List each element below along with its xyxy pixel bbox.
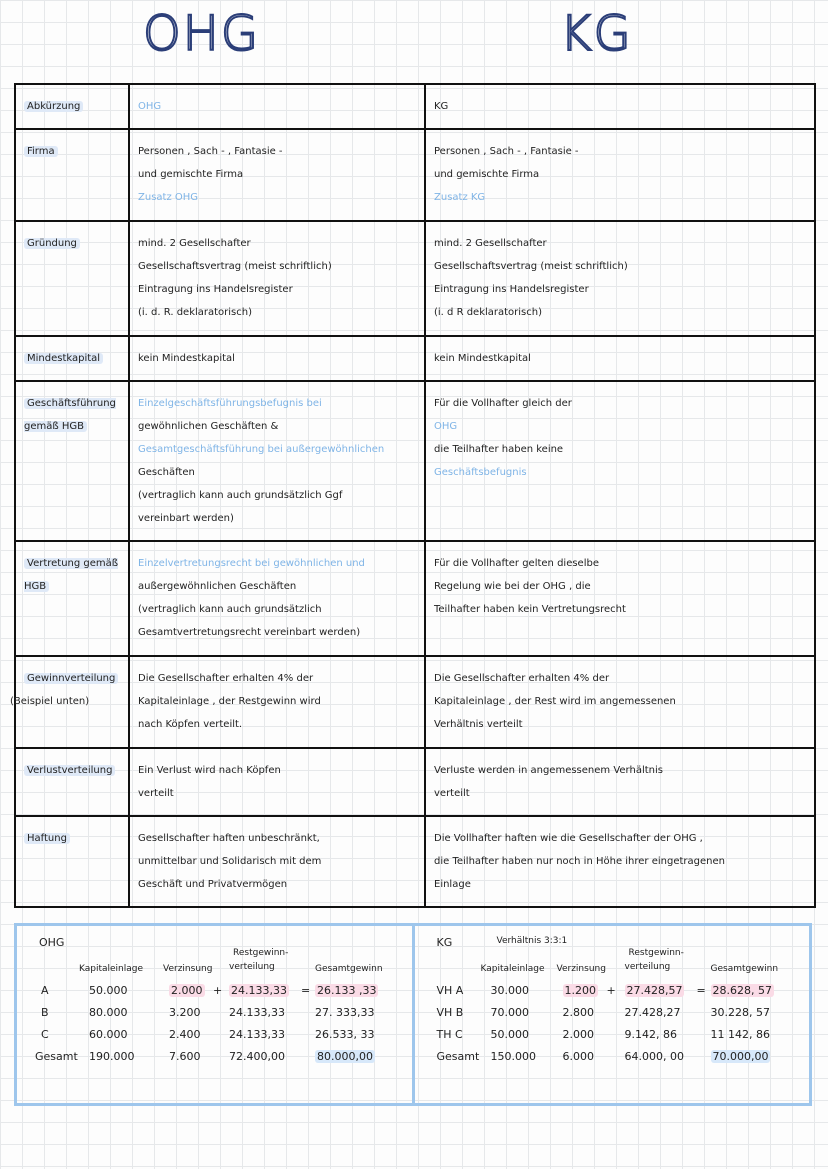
example-title: KG — [436, 936, 453, 949]
row-kapital: 150.000 — [490, 1050, 536, 1063]
cell-line: (vertraglich kann auch grundsätzlich Ggf — [138, 490, 343, 501]
cell-ohg — [129, 381, 425, 541]
header-gesamtgewinn: Gesamtgewinn — [710, 964, 779, 974]
cell-line: Einzelvertretungsrecht bei gewöhnlichen und — [138, 558, 365, 569]
row-name: Gesamt — [436, 1050, 480, 1063]
row-zins: 2.000 — [171, 984, 203, 997]
cell-line: Personen , Sach - , Fantasie - — [138, 146, 283, 157]
row-name: B — [41, 1006, 49, 1019]
header-verzinsung: Verzinsung — [556, 964, 606, 974]
title-ohg: OHG — [143, 6, 261, 62]
cell-line: Gesellschaftsvertrag (meist schriftlich) — [138, 261, 332, 272]
row-name: A — [41, 984, 49, 997]
cell-line: und gemischte Firma — [138, 169, 244, 180]
cell-line: Die Gesellschafter erhalten 4% der — [138, 673, 314, 684]
row-rest: 24.133,33 — [229, 1028, 285, 1041]
row-rest: 64.000, 00 — [624, 1050, 684, 1063]
cell-line: Zusatz KG — [434, 192, 486, 203]
row-label-text: Mindestkapital — [24, 353, 103, 364]
header-verteilung: verteilung — [624, 962, 671, 972]
cell-line: Regelung wie bei der OHG , die — [434, 581, 591, 592]
cell-line: Eintragung ins Handelsregister — [138, 284, 293, 295]
cell-line: Die Vollhafter haften wie die Gesellschafter der OHG , — [434, 833, 703, 844]
row-rest: 72.400,00 — [229, 1050, 285, 1063]
cell-kg — [425, 381, 815, 541]
cell-line: verteilt — [138, 788, 174, 799]
row-label — [15, 748, 129, 816]
row-label — [15, 336, 129, 381]
cell-line: Verhältnis verteilt — [434, 719, 523, 730]
cell-line: Geschäft und Privatvermögen — [138, 879, 288, 890]
row-label-text: Gründung — [24, 238, 80, 249]
row-rest: 24.133,33 — [229, 1006, 285, 1019]
header-gesamtgewinn: Gesamtgewinn — [315, 964, 383, 974]
example-ohg — [17, 926, 415, 1103]
cell-line: mind. 2 Gesellschafter — [434, 238, 547, 249]
cell-line: Einlage — [434, 879, 471, 890]
row-gesamt: 28.628, 57 — [712, 984, 772, 997]
header-restgewinn: Restgewinn- — [233, 948, 289, 958]
row-sublabel: (Beispiel unten) — [10, 696, 90, 707]
example-kg — [415, 926, 810, 1103]
row-label — [10, 656, 129, 748]
row-kapital: 70.000 — [490, 1006, 529, 1019]
row-rest: 24.133,33 — [231, 984, 287, 997]
cell-line: die Teilhafter haben nur noch in Höhe ihrer eingetragenen — [434, 856, 725, 867]
table-row — [15, 336, 815, 381]
row-zins: 2.000 — [562, 1028, 594, 1041]
row-label — [15, 84, 129, 129]
table-row — [15, 656, 815, 748]
cell-ohg — [129, 84, 425, 129]
cell-line: Die Gesellschafter erhalten 4% der — [434, 673, 610, 684]
cell-ohg — [129, 541, 425, 656]
table-row — [15, 221, 815, 336]
header-kapitaleinlage: Kapitaleinlage — [79, 964, 144, 974]
cell-line: Kapitaleinlage , der Restgewinn wird — [138, 696, 321, 707]
cell-line: Geschäften — [138, 467, 195, 478]
cell-line: unmittelbar und Solidarisch mit dem — [138, 856, 322, 867]
cell-line: verteilt — [434, 788, 470, 799]
row-plus: + — [213, 984, 223, 997]
cell-kg — [425, 541, 815, 656]
table-row — [15, 541, 815, 656]
cell-line: mind. 2 Gesellschafter — [138, 238, 251, 249]
row-label — [15, 816, 129, 907]
row-kapital: 50.000 — [89, 984, 128, 997]
row-label-text: Abkürzung — [24, 101, 83, 112]
row-label — [15, 221, 129, 336]
row-rest: 9.142, 86 — [624, 1028, 677, 1041]
table-row — [15, 84, 815, 129]
row-zins: 7.600 — [169, 1050, 201, 1063]
profit-example-box — [14, 923, 812, 1106]
cell-kg — [425, 84, 815, 129]
row-kapital: 190.000 — [89, 1050, 135, 1063]
cell-kg — [425, 816, 815, 907]
example-title: OHG — [39, 936, 65, 949]
cell-line: (i. d R deklaratorisch) — [434, 307, 543, 318]
cell-kg — [425, 129, 815, 221]
cell-line: (i. d. R. deklaratorisch) — [138, 307, 253, 318]
example-ratio: Verhältnis 3:3:1 — [496, 936, 568, 946]
title-kg: KG — [560, 6, 633, 62]
row-gesamt: 70.000,00 — [712, 1050, 769, 1063]
row-rest: 27.428,27 — [624, 1006, 681, 1019]
row-name: C — [41, 1028, 49, 1041]
row-label — [15, 129, 129, 221]
row-kapital: 60.000 — [89, 1028, 128, 1041]
table-row — [15, 816, 815, 907]
cell-line: Verluste werden in angemessenem Verhältnis — [434, 765, 663, 776]
header-verzinsung: Verzinsung — [163, 964, 213, 974]
cell-line: und gemischte Firma — [434, 169, 540, 180]
cell-line: Für die Vollhafter gleich der — [434, 398, 572, 409]
row-zins: 6.000 — [562, 1050, 594, 1063]
cell-line: Für die Vollhafter gelten dieselbe — [434, 558, 599, 569]
row-kapital: 50.000 — [490, 1028, 529, 1041]
cell-line: vereinbart werden) — [138, 513, 234, 524]
row-label-text: Geschäftsführung gemäß HGB — [24, 398, 116, 432]
row-label-text: Haftung — [24, 833, 70, 844]
comparison-table — [10, 83, 816, 908]
row-label-text: Firma — [24, 146, 58, 157]
header-restgewinn: Restgewinn- — [628, 948, 684, 958]
cell-line: nach Köpfen verteilt. — [138, 719, 243, 730]
cell-line: Gesamtgeschäftsführung bei außergewöhnlichen — [138, 444, 385, 455]
cell-line: Personen , Sach - , Fantasie - — [434, 146, 579, 157]
cell-line: KG — [434, 101, 449, 112]
header-verteilung: verteilung — [229, 962, 275, 972]
cell-line: die Teilhafter haben keine — [434, 444, 564, 455]
row-eq: = — [301, 984, 311, 997]
cell-line: Kapitaleinlage , der Rest wird im angemessenen — [434, 696, 676, 707]
cell-ohg — [129, 336, 425, 381]
row-zins: 2.800 — [562, 1006, 594, 1019]
cell-line: Zusatz OHG — [138, 192, 199, 203]
cell-line: Gesellschafter haften unbeschränkt, — [138, 833, 320, 844]
row-name: TH C — [436, 1028, 463, 1041]
row-zins: 2.400 — [169, 1028, 201, 1041]
cell-line: Einzelgeschäftsführungsbefugnis bei — [138, 398, 322, 409]
row-name: VH B — [436, 1006, 464, 1019]
cell-ohg — [129, 816, 425, 907]
cell-line: Gesamtvertretungsrecht vereinbart werden) — [138, 627, 361, 638]
row-gesamt: 26.533, 33 — [315, 1028, 375, 1041]
table-row — [15, 748, 815, 816]
row-label — [15, 541, 129, 656]
cell-line: außergewöhnlichen Geschäften — [138, 581, 297, 592]
row-zins: 3.200 — [169, 1006, 201, 1019]
cell-ohg — [129, 748, 425, 816]
row-zins: 1.200 — [564, 984, 596, 997]
cell-line: Eintragung ins Handelsregister — [434, 284, 589, 295]
cell-ohg — [129, 221, 425, 336]
row-label-text: Gewinnverteilung — [24, 673, 118, 684]
cell-line: Gesellschaftsvertrag (meist schriftlich) — [434, 261, 628, 272]
row-kapital: 30.000 — [490, 984, 529, 997]
cell-line: Teilhafter haben kein Vertretungsrecht — [434, 604, 626, 615]
cell-ohg — [129, 656, 425, 748]
cell-line: kein Mindestkapital — [138, 353, 235, 364]
cell-ohg — [129, 129, 425, 221]
row-label-text: Vertretung gemäß HGB — [24, 558, 119, 592]
cell-kg — [425, 656, 815, 748]
row-gesamt: 11 142, 86 — [710, 1028, 770, 1041]
row-gesamt: 30.228, 57 — [710, 1006, 770, 1019]
cell-kg — [425, 336, 815, 381]
row-plus: + — [606, 984, 616, 997]
header-kapitaleinlage: Kapitaleinlage — [480, 964, 545, 974]
table-row — [15, 381, 815, 541]
cell-line: Geschäftsbefugnis — [434, 467, 527, 478]
row-label-text: Verlustverteilung — [24, 765, 115, 776]
cell-line: OHG — [434, 421, 458, 432]
cell-line: OHG — [138, 101, 162, 112]
row-eq: = — [696, 984, 706, 997]
cell-kg — [425, 221, 815, 336]
cell-line: Ein Verlust wird nach Köpfen — [138, 765, 281, 776]
table-row — [15, 129, 815, 221]
row-gesamt: 26.133 ,33 — [317, 984, 377, 997]
row-gesamt: 27. 333,33 — [315, 1006, 375, 1019]
row-name: VH A — [436, 984, 464, 997]
cell-line: kein Mindestkapital — [434, 353, 531, 364]
cell-line: (vertraglich kann auch grundsätzlich — [138, 604, 322, 615]
row-rest: 27.428,57 — [626, 984, 683, 997]
row-kapital: 80.000 — [89, 1006, 128, 1019]
cell-line: gewöhnlichen Geschäften & — [138, 421, 279, 432]
row-label — [15, 381, 129, 541]
cell-kg — [425, 748, 815, 816]
row-gesamt: 80.000,00 — [317, 1050, 373, 1063]
row-name: Gesamt — [35, 1050, 78, 1063]
